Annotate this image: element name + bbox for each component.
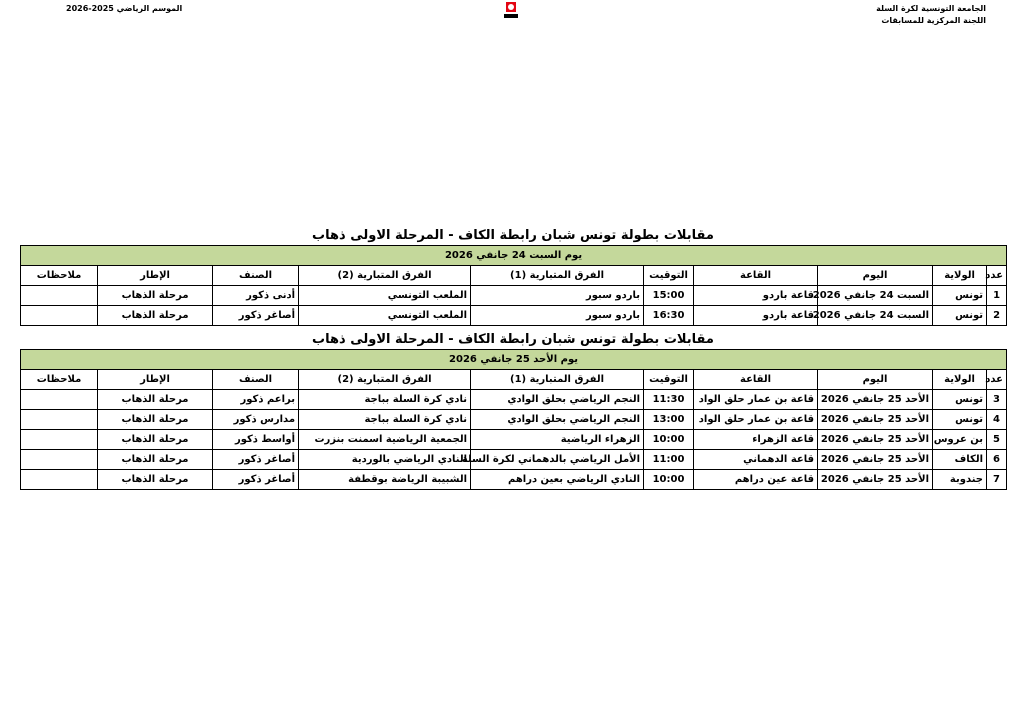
- col-number: عدد: [987, 370, 1007, 390]
- cell-hall: قاعة الزهراء: [694, 430, 818, 450]
- cell-number: 4: [987, 410, 1007, 430]
- cell-hall: قاعة الدهماني: [694, 450, 818, 470]
- cell-time: 11:00: [644, 450, 694, 470]
- col-time: التوقيت: [644, 370, 694, 390]
- cell-notes: [21, 430, 98, 450]
- col-state: الولاية: [933, 266, 987, 286]
- col-frame: الإطار: [98, 370, 213, 390]
- day-heading: يوم الأحد 25 جانفي 2026: [21, 350, 1007, 370]
- cell-day: الأحد 25 جانفي 2026: [818, 430, 933, 450]
- cell-state: تونس: [933, 410, 987, 430]
- table-row: [21, 470, 1007, 490]
- cell-notes: [21, 390, 98, 410]
- cell-team2: الملعب التونسي: [299, 306, 471, 326]
- cell-team1: الزهراء الرياضية: [471, 430, 644, 450]
- cell-state: بن عروس: [933, 430, 987, 450]
- federation-header: [876, 3, 986, 27]
- cell-hall: قاعة باردو: [694, 306, 818, 326]
- federation-name: الجامعة التونسية لكرة السلة: [876, 4, 986, 13]
- cell-notes: [21, 470, 98, 490]
- cell-frame: مرحلة الذهاب: [98, 430, 213, 450]
- cell-hall: قاعة بن عمار حلق الواد: [694, 410, 818, 430]
- cell-number: 1: [987, 286, 1007, 306]
- table-row: [21, 306, 1007, 326]
- cell-notes: [21, 410, 98, 430]
- cell-state: الكاف: [933, 450, 987, 470]
- col-notes: ملاحظات: [21, 266, 98, 286]
- table-row: [21, 286, 1007, 306]
- schedule-table-saturday: [20, 245, 1007, 326]
- cell-day: السبت 24 جانفي 2026: [818, 286, 933, 306]
- table-row: [21, 430, 1007, 450]
- ftbb-logo-icon: [503, 2, 519, 20]
- cell-day: الأحد 25 جانفي 2026: [818, 470, 933, 490]
- cell-frame: مرحلة الذهاب: [98, 390, 213, 410]
- cell-time: 10:00: [644, 430, 694, 450]
- cell-team1: باردو سبور: [471, 286, 644, 306]
- cell-time: 13:00: [644, 410, 694, 430]
- col-team1: الفرق المتبارية (1): [471, 370, 644, 390]
- cell-day: السبت 24 جانفي 2026: [818, 306, 933, 326]
- cell-category: مدارس ذكور: [213, 410, 299, 430]
- cell-hall: قاعة عين دراهم: [694, 470, 818, 490]
- cell-time: 10:00: [644, 470, 694, 490]
- cell-day: الأحد 25 جانفي 2026: [818, 410, 933, 430]
- cell-number: 2: [987, 306, 1007, 326]
- cell-team1: النادي الرياضي بعين دراهم: [471, 470, 644, 490]
- col-time: التوقيت: [644, 266, 694, 286]
- column-header-row: [21, 370, 1007, 390]
- cell-time: 15:00: [644, 286, 694, 306]
- cell-category: براعم ذكور: [213, 390, 299, 410]
- col-day: اليوم: [818, 266, 933, 286]
- cell-hall: قاعة باردو: [694, 286, 818, 306]
- day-row: [21, 350, 1007, 370]
- cell-team1: الأمل الرياضي بالدهماني لكرة السلة: [471, 450, 644, 470]
- cell-team2: نادي كرة السلة بباجة: [299, 390, 471, 410]
- cell-team2: نادي كرة السلة بباجة: [299, 410, 471, 430]
- cell-number: 7: [987, 470, 1007, 490]
- cell-category: أصاغر ذكور: [213, 470, 299, 490]
- table-row: [21, 410, 1007, 430]
- season-label: الموسم الرياضي 2025-2026: [66, 4, 183, 13]
- col-category: الصنف: [213, 370, 299, 390]
- cell-category: أواسط ذكور: [213, 430, 299, 450]
- cell-team2: الجمعية الرياضية اسمنت بنزرت: [299, 430, 471, 450]
- cell-state: تونس: [933, 286, 987, 306]
- col-notes: ملاحظات: [21, 370, 98, 390]
- col-hall: القاعة: [694, 370, 818, 390]
- table-row: [21, 450, 1007, 470]
- col-team2: الفرق المتبارية (2): [299, 370, 471, 390]
- cell-number: 5: [987, 430, 1007, 450]
- col-hall: القاعة: [694, 266, 818, 286]
- col-state: الولاية: [933, 370, 987, 390]
- column-header-row: [21, 266, 1007, 286]
- cell-team1: النجم الرياضي بحلق الوادي: [471, 410, 644, 430]
- cell-category: أصاغر ذكور: [213, 306, 299, 326]
- cell-team2: النادي الرياضي بالوردية: [299, 450, 471, 470]
- cell-number: 6: [987, 450, 1007, 470]
- col-category: الصنف: [213, 266, 299, 286]
- section-title-2: مقابلات بطولة تونس شبان رابطة الكاف - المرحلة الاولى ذهاب: [312, 332, 714, 347]
- cell-day: الأحد 25 جانفي 2026: [818, 450, 933, 470]
- cell-state: تونس: [933, 390, 987, 410]
- table-row: [21, 390, 1007, 410]
- day-heading: يوم السبت 24 جانفي 2026: [21, 246, 1007, 266]
- col-day: اليوم: [818, 370, 933, 390]
- col-frame: الإطار: [98, 266, 213, 286]
- cell-notes: [21, 450, 98, 470]
- cell-notes: [21, 306, 98, 326]
- cell-team2: الملعب التونسي: [299, 286, 471, 306]
- committee-name: اللجنة المركزية للمسابقات: [881, 16, 986, 25]
- cell-notes: [21, 286, 98, 306]
- col-number: عدد: [987, 266, 1007, 286]
- cell-team1: النجم الرياضي بحلق الوادي: [471, 390, 644, 410]
- col-team2: الفرق المتبارية (2): [299, 266, 471, 286]
- cell-frame: مرحلة الذهاب: [98, 306, 213, 326]
- cell-category: أصاغر ذكور: [213, 450, 299, 470]
- cell-time: 11:30: [644, 390, 694, 410]
- cell-state: جندوبة: [933, 470, 987, 490]
- cell-number: 3: [987, 390, 1007, 410]
- cell-day: الأحد 25 جانفي 2026: [818, 390, 933, 410]
- cell-category: أدنى ذكور: [213, 286, 299, 306]
- cell-team2: الشبيبة الرياضة بوقطفة: [299, 470, 471, 490]
- cell-frame: مرحلة الذهاب: [98, 450, 213, 470]
- cell-team1: باردو سبور: [471, 306, 644, 326]
- cell-hall: قاعة بن عمار حلق الواد: [694, 390, 818, 410]
- cell-state: تونس: [933, 306, 987, 326]
- cell-frame: مرحلة الذهاب: [98, 286, 213, 306]
- section-title-1: مقابلات بطولة تونس شبان رابطة الكاف - المرحلة الاولى ذهاب: [312, 228, 714, 243]
- cell-time: 16:30: [644, 306, 694, 326]
- cell-frame: مرحلة الذهاب: [98, 470, 213, 490]
- day-row: [21, 246, 1007, 266]
- col-team1: الفرق المتبارية (1): [471, 266, 644, 286]
- schedule-table-sunday: [20, 349, 1007, 490]
- cell-frame: مرحلة الذهاب: [98, 410, 213, 430]
